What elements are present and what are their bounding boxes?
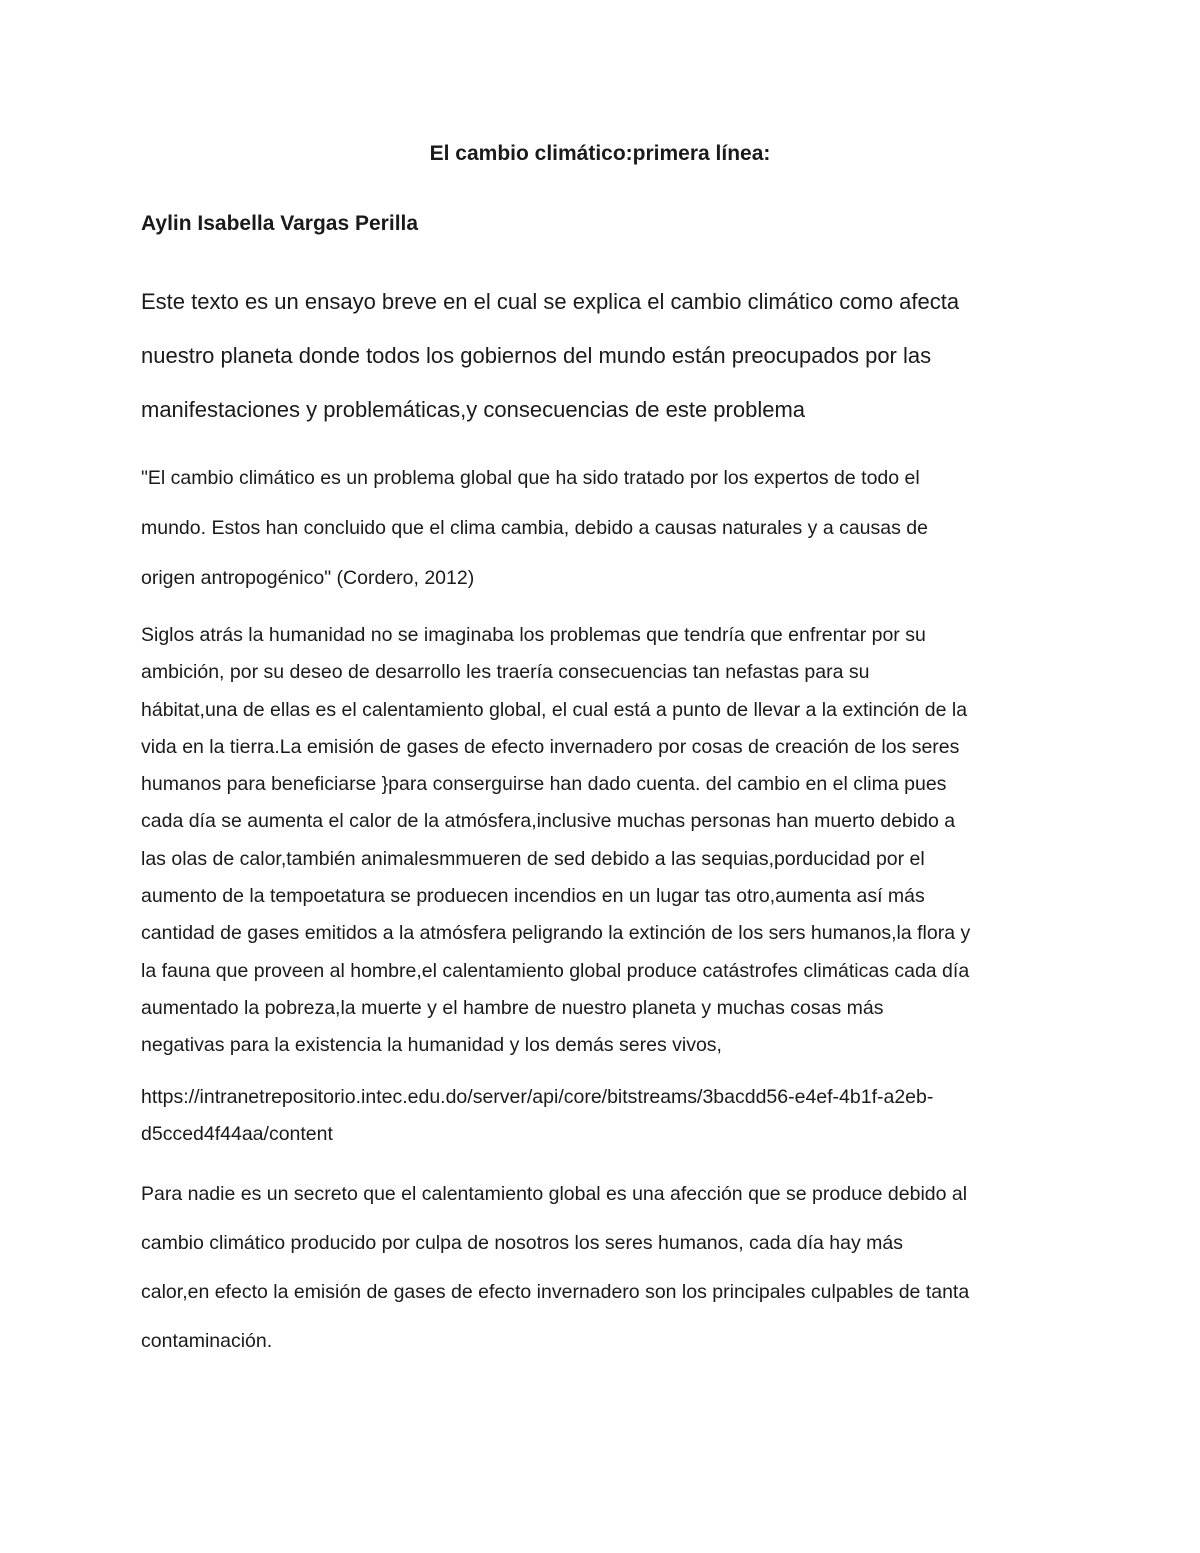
body-line: calor,en efecto la emisión de gases de efecto invernadero son los principales culpables de tanta [141, 1281, 970, 1303]
body-line: Siglos atrás la humanidad no se imaginaba los problemas que tendría que enfrentar por su [141, 624, 926, 646]
body-line: negativas para la existencia la humanidad y los demás seres vivos, [141, 1034, 722, 1057]
page-title: El cambio climático:primera línea: [429, 142, 771, 165]
abstract-line: manifestaciones y problemáticas,y consecuencias de este problema [141, 397, 806, 422]
url-line: https://intranetrepositorio.intec.edu.do/server/api/core/bitstreams/3bacdd56-e4ef-4b1f-a2eb- [141, 1086, 934, 1108]
reference-url [141, 1079, 1071, 1153]
body-line: las olas de calor,también animalesmmueren de sed debido a las sequias,porducidad por el [141, 847, 925, 870]
quote-paragraph [141, 453, 1071, 603]
quote-line: "El cambio climático es un problema global que ha sido tratado por los expertos de todo el [141, 467, 920, 489]
body-line: ambición, por su deseo de desarrollo les traería consecuencias tan nefastas para su [141, 661, 870, 684]
body-line: vida en la tierra.La emisión de gases de efecto invernadero por cosas de creación de los seres [141, 735, 960, 758]
body-line: contaminación. [141, 1330, 273, 1352]
body-paragraph-2 [141, 1170, 1071, 1366]
body-line: aumentado la pobreza,la muerte y el hambre de nuestro planeta y muchas cosas más [141, 996, 884, 1019]
body-paragraph-1 [141, 617, 1071, 1065]
body-line: Para nadie es un secreto que el calentamiento global es una afección que se produce debido al [141, 1183, 968, 1205]
body-line: hábitat,una de ellas es el calentamiento global, el cual está a punto de llevar a la extinción de la [141, 698, 968, 721]
quote-line: mundo. Estos han concluido que el clima cambia, debido a causas naturales y a causas de [141, 517, 928, 539]
body-line: cambio climático producido por culpa de nosotros los seres humanos, cada día hay más [141, 1232, 903, 1254]
body-line: aumento de la tempoetatura se produecen incendios en un lugar tas otro,aumenta así más [141, 885, 925, 908]
author-name: Aylin Isabella Vargas Perilla [141, 212, 419, 235]
body-line: cada día se aumenta el calor de la atmósfera,inclusive muchas personas han muerto debido a [141, 810, 956, 833]
body-line: humanos para beneficiarse }para conserguirse han dado cuenta. del cambio en el clima pues [141, 773, 947, 796]
url-line: d5cced4f44aa/content [141, 1123, 333, 1145]
body-line: la fauna que proveen al hombre,el calentamiento global produce catástrofes climáticas cada día [141, 959, 970, 982]
body-line: cantidad de gases emitidos a la atmósfera peligrando la extinción de los sers humanos,la flora y [141, 922, 971, 945]
abstract-line: Este texto es un ensayo breve en el cual se explica el cambio climático como afecta [141, 289, 960, 314]
quote-line: origen antropogénico" (Cordero, 2012) [141, 567, 475, 589]
abstract-line: nuestro planeta donde todos los gobiernos del mundo están preocupados por las [141, 343, 932, 368]
abstract-paragraph [141, 275, 1071, 437]
